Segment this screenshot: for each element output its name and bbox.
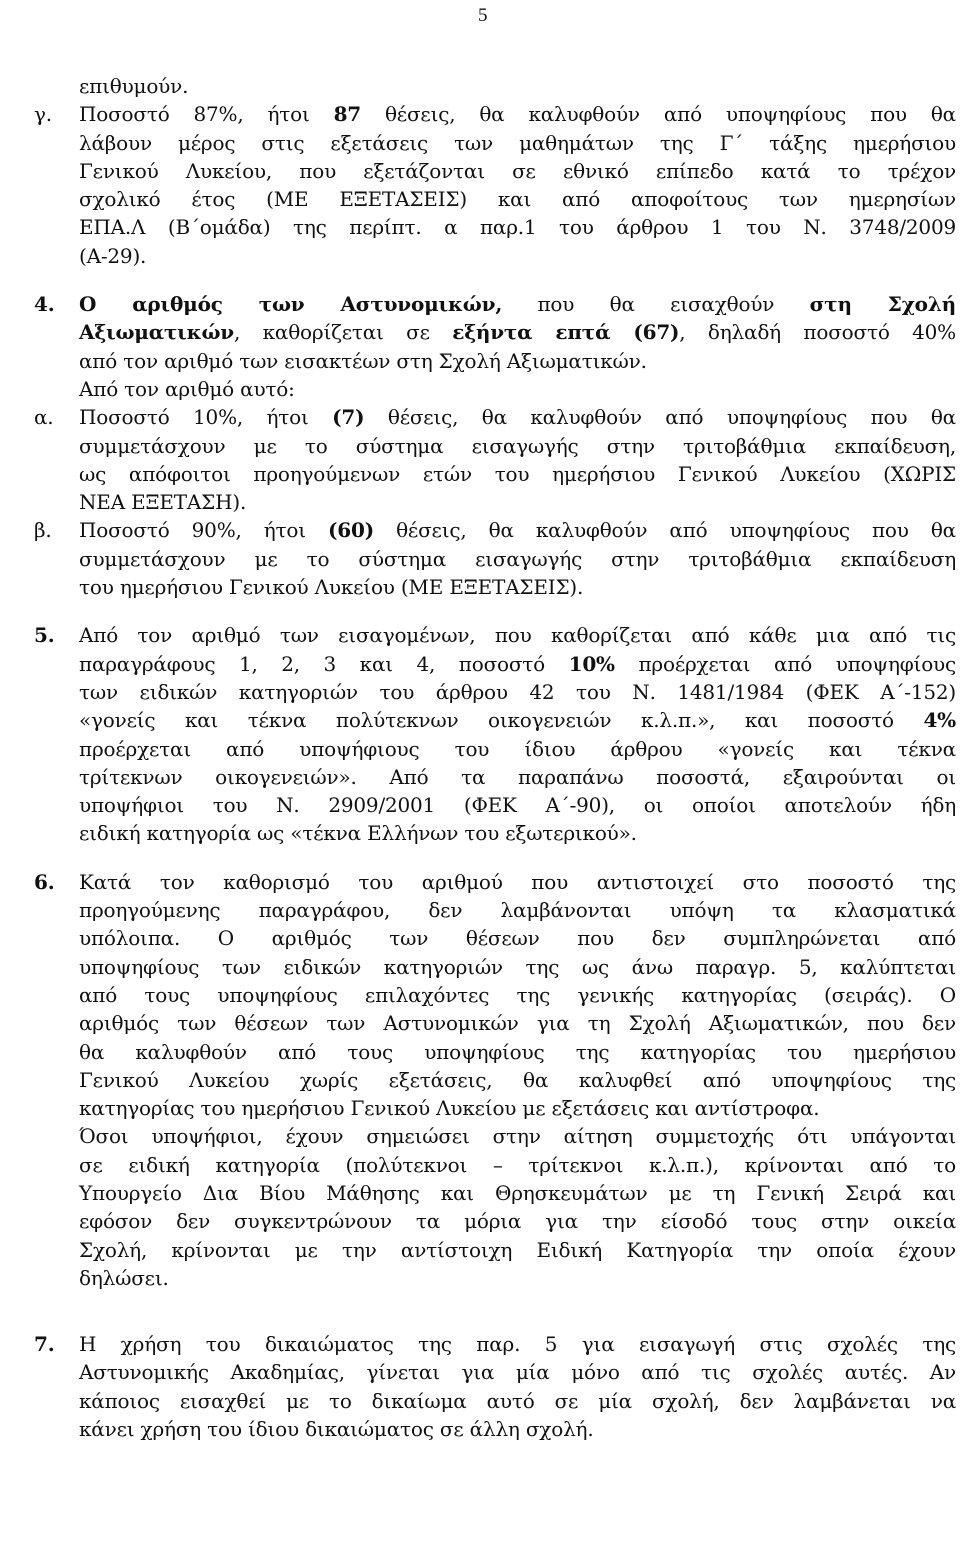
bold-number: (60) xyxy=(328,518,374,543)
paragraph-line: προέρχεται από υποψήφιους του ίδιου άρθρου «γονείς και τέκνα xyxy=(79,736,956,761)
paragraph-line: από τους υποψηφίους επιλαχόντες της γενικής κατηγορίας (σειράς). Ο xyxy=(79,982,956,1007)
text-run: θέσεις, θα καλυφθούν από υποψηφίους που θα xyxy=(364,405,956,430)
section-6 xyxy=(34,868,956,1292)
paragraph-line: συμμετάσχουν με το σύστημα εισαγωγής στην τριτοβάθμια εκπαίδευση, xyxy=(79,433,956,458)
list-item-g xyxy=(34,100,956,270)
text-run: Ποσοστό 10%, ήτοι xyxy=(79,405,333,430)
paragraph-line xyxy=(79,318,956,346)
paragraph-line: κάποιος εισαχθεί με το δικαίωμα αυτό σε μία σχολή, δεν λαμβάνεται να xyxy=(79,1388,956,1413)
paragraph-line: Κατά τον καθορισμό του αριθμού που αντιστοιχεί στο ποσοστό της xyxy=(79,869,956,894)
list-item-a xyxy=(34,403,956,516)
list-marker: β. xyxy=(34,518,52,543)
paragraph-line xyxy=(79,650,956,678)
list-marker: γ. xyxy=(34,102,52,127)
paragraph-line: δηλώσει. xyxy=(79,1265,169,1290)
paragraph-line: σχολικό έτος (ΜΕ ΕΞΕΤΑΣΕΙΣ) και από αποφοίτους των ημερησίων xyxy=(79,187,956,212)
paragraph-line: του ημερήσιου Γενικού Λυκείου (ΜΕ ΕΞΕΤΑΣΕΙΣ). xyxy=(79,575,584,600)
text-run: θέσεις, θα καλυφθούν από υποψηφίους που θα xyxy=(361,102,956,127)
text-run: , δηλαδή ποσοστό 40% xyxy=(679,320,956,345)
page-number: 5 xyxy=(478,5,488,26)
paragraph-line xyxy=(79,290,956,318)
paragraph-line xyxy=(79,403,956,431)
text-run: Ποσοστό 87%, ήτοι xyxy=(79,102,334,127)
paragraph-line: Υπουργείο Δια Βίου Μάθησης και Θρησκευμάτων με τη Γενική Σειρά και xyxy=(79,1180,956,1205)
document-body xyxy=(34,72,956,1443)
bold-number: 87 xyxy=(333,102,361,127)
text-run: , καθορίζεται σε xyxy=(233,320,453,345)
paragraph-line xyxy=(79,516,956,544)
paragraph-line xyxy=(79,100,956,128)
text-run: θέσεις, θα καλυφθούν από υποψηφίους που θα xyxy=(373,518,956,543)
paragraph-line: κάνει χρήση του ίδιου δικαιώματος σε άλλη σχολή. xyxy=(79,1417,594,1442)
paragraph-line: θα καλυφθούν από τους υποψηφίους της κατηγορίας του ημερήσιου xyxy=(79,1039,956,1064)
paragraph-line: ως απόφοιτοι προηγούμενων ετών του ημερήσιου Γενικού Λυκείου (ΧΩΡΙΣ xyxy=(79,461,956,486)
text-run: παραγράφους 1, 2, 3 και 4, ποσοστό xyxy=(79,651,569,676)
paragraph-line: Όσοι υποψήφιοι, έχουν σημειώσει στην αίτηση συμμετοχής ότι υπάγονται xyxy=(79,1124,956,1149)
section-number: 6. xyxy=(34,869,55,894)
section-4 xyxy=(34,290,956,403)
list-marker: α. xyxy=(34,405,54,430)
bold-text: Ο αριθμός των Αστυνομικών, xyxy=(79,292,503,317)
continuation-text: επιθυμούν. xyxy=(79,74,189,98)
bold-text: στη Σχολή xyxy=(809,292,956,317)
paragraph-line: υποψήφιοι του Ν. 2909/2001 (ΦΕΚ Α΄-90), οι οποίοι αποτελούν ήδη xyxy=(79,793,956,818)
paragraph-line: λάβουν μέρος στις εξετάσεις των μαθημάτων της Γ΄ τάξης ημερήσιου xyxy=(79,130,956,155)
paragraph-line: εφόσον δεν συγκεντρώνουν τα μόρια για την είσοδό τους στην οικεία xyxy=(79,1209,956,1234)
bold-text: Αξιωματικών xyxy=(79,320,234,345)
paragraph-line: σε ειδική κατηγορία (πολύτεκνοι – τρίτεκνοι κ.λ.π.), κρίνονται από το xyxy=(79,1152,956,1177)
text-run: προέρχεται από υποψηφίους xyxy=(614,651,956,676)
section-number: 7. xyxy=(34,1332,55,1357)
continuation-paragraph xyxy=(34,72,956,100)
paragraph-line: Από τον αριθμό αυτό: xyxy=(79,376,295,401)
section-number: 4. xyxy=(34,292,55,317)
paragraph-line: ΕΠΑ.Λ (Β΄ομάδα) της περίπτ. α παρ.1 του άρθρου 1 του Ν. 3748/2009 xyxy=(79,215,956,240)
section-5 xyxy=(34,621,956,847)
bold-number: (7) xyxy=(332,405,365,430)
section-7 xyxy=(34,1330,956,1443)
list-item-b xyxy=(34,516,956,601)
paragraph-line: Γενικού Λυκείου, που εξετάζονται σε εθνικό επίπεδο κατά το τρέχον xyxy=(79,158,956,183)
text-run: Ποσοστό 90%, ήτοι xyxy=(79,518,329,543)
text-run: που θα εισαχθούν xyxy=(502,292,810,317)
bold-text: εξήντα επτά (67) xyxy=(452,320,680,345)
paragraph-line: τρίτεκνων οικογενειών». Από τα παραπάνω ποσοστά, εξαιρούνται οι xyxy=(79,764,956,789)
paragraph-line: Σχολή, κρίνονται με την αντίστοιχη Ειδική Κατηγορία την οποία έχουν xyxy=(79,1237,956,1262)
paragraph-line: προηγούμενης παραγράφου, δεν λαμβάνονται υπόψη τα κλασματικά xyxy=(79,898,956,923)
paragraph-line xyxy=(79,706,956,734)
paragraph-line: συμμετάσχουν με το σύστημα εισαγωγής στην τριτοβάθμια εκπαίδευση xyxy=(79,546,956,571)
paragraph-line: Από τον αριθμό των εισαγομένων, που καθορίζεται από κάθε μια από τις xyxy=(79,623,956,648)
section-number: 5. xyxy=(34,623,55,648)
paragraph-line: ΝΕΑ ΕΞΕΤΑΣΗ). xyxy=(79,490,247,515)
paragraph-line: αριθμός των θέσεων των Αστυνομικών για τη Σχολή Αξιωματικών, που δεν xyxy=(79,1011,956,1036)
paragraph-line: (Α-29). xyxy=(79,243,147,268)
text-run: «γονείς και τέκνα πολύτεκνων οικογενειών κ.λ.π.», και ποσοστό xyxy=(79,708,924,733)
bold-number: 10% xyxy=(568,651,615,676)
paragraph-line: από τον αριθμό των εισακτέων στη Σχολή Αξιωματικών. xyxy=(79,348,647,373)
paragraph-line: κατηγορίας του ημερήσιου Γενικού Λυκείου με εξετάσεις και αντίστροφα. xyxy=(79,1096,820,1121)
paragraph-line: υπόλοιπα. Ο αριθμός των θέσεων που δεν συμπληρώνεται από xyxy=(79,926,956,951)
paragraph-line: Η χρήση του δικαιώματος της παρ. 5 για εισαγωγή στις σχολές της xyxy=(79,1332,956,1357)
paragraph-line: ειδική κατηγορία ως «τέκνα Ελλήνων του εξωτερικού». xyxy=(79,821,637,846)
paragraph-line: Γενικού Λυκείου χωρίς εξετάσεις, θα καλυφθεί από υποψηφίους της xyxy=(79,1067,956,1092)
paragraph-line: Αστυνομικής Ακαδημίας, γίνεται για μία μόνο από τις σχολές αυτές. Αν xyxy=(79,1360,956,1385)
bold-number: 4% xyxy=(923,708,956,733)
paragraph-line: των ειδικών κατηγοριών του άρθρου 42 του Ν. 1481/1984 (ΦΕΚ Α΄-152) xyxy=(79,679,956,704)
paragraph-line: υποψηφίους των ειδικών κατηγοριών της ως άνω παραγρ. 5, καλύπτεται xyxy=(79,954,956,979)
